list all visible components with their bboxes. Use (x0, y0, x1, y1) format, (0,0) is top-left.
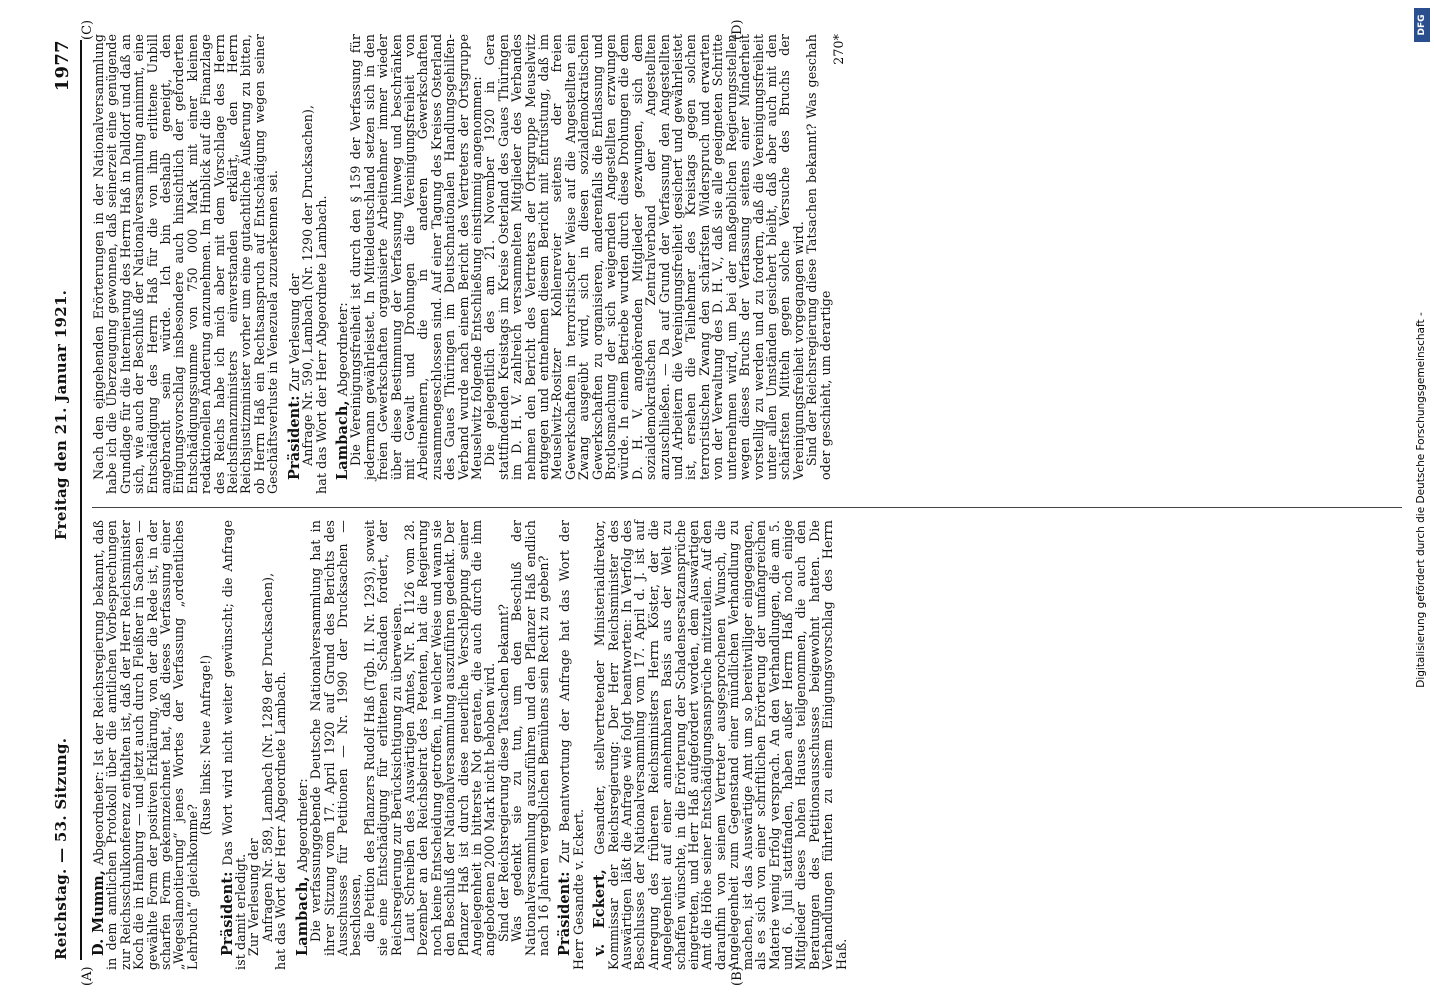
right-column (92, 34, 845, 494)
speaker-name: D. Mumm, (90, 869, 107, 956)
footnote-mark: 270* (830, 34, 846, 65)
paragraph-text: Die gelegentlich des am 21. November 1920 in Gera stattfindenden Kreistags im Kreise Osterland des Gaues Thüringen im D. H. V. zahlreich versammelten Mitglieder des Verbandes nehmen den Bericht des Vertreters der Ortsgruppe Meuselwitz entgegen und entnehmen diesem Bericht mit Entrüstung, daß im Meuselwitz-Rositzer Kohlenrevier seitens der freien Gewerkschaften in terroristischer Weise auf die Angestellten ein Zwang ausgeübt wird, sich in diesen sozialdemokratischen Gewerkschaften zu organisieren, anderenfalls die Entlassung und Brotlosmachung der sich weigernden Angestellten erzwungen würde. In einem Betriebe wurden durch diese Drohungen die dem D. H. V. angehörenden Mitglieder gezwungen, sich dem sozialdemokratischen Zentralverband der Angestellten anzuschließen. — Da auf Grund der Verfassung den Angestellten und Arbeitern die Vereinigungsfreiheit gesichert und gewährleistet ist, ersehen die Teilnehmer des Kreistags gegen solchen terroristischen Zwang den schärfsten Widerspruch und erwarten von der Verwaltung des D. H. V., daß sie alle geeigneten Schritte unternehmen wird, um bei der maßgeblichen Regierungsstellen wegen dieses Bruchs der Verfassung seitens einer Minderheit vorstellig zu werden und zu fordern, daß die Vereinigungsfreiheit unter allen Umständen gesichert bleibt, daß aber auch mit den schärfsten Mitteln gegen solche Versuche des Bruchs der Vereinigungsfreiheit vorgegangen wird. (482, 34, 806, 480)
margin-marker-b: (B) (730, 966, 745, 986)
header-rule (80, 40, 82, 960)
paragraph-text: Abgeordneter: (334, 302, 350, 401)
paragraph-text: Abgeordneter: (294, 778, 310, 877)
paragraph (593, 520, 848, 970)
margin-marker-c: (C) (80, 19, 95, 40)
speaker-name: Präsident: (556, 871, 574, 956)
paragraph (558, 520, 585, 970)
page-header (52, 40, 74, 960)
paragraph-text: Sind der Reichsregierung diese Tatsachen bekannt? (495, 603, 511, 942)
paragraph-text: Zur Beantwortung der Anfrage hat das Wort der Herr Gesandte v. Eckert. (557, 520, 586, 970)
paragraph-text: Gesandter, stellvertretender Ministerialdirektor, Kommissar der Reichsregierung: Der Herr Reichsminister des Auswärtigen läßt die Anfrage wie folgt beantworten: In Verfolg des Beschlusses der Nationalversammlung vom 17. April d. J. ist auf Anregung des früheren Reichsministers Herrn Köster, der die Angelegenheit auf einer annehmbaren Basis aus der Welt zu schaffen wünschte, in die Erörterung der Schadensersatzansprüche eingetreten, und Herr Haß aufgefordert worden, dem Auswärtigen Amt die Höhe seiner Entschädigungsansprüche mitzuteilen. Auf den daraufhin von seinem Vertreter ausgesprochenen Wunsch, die Angelegenheit zum Gegenstand einer mündlichen Verhandlung zu machen, ist das Auswärtige Amt um so bereitwilliger eingegangen, als es sich von einer schriftlichen Erörterung der umfangreichen Materie wenig Erfolg versprach. An den Verhandlungen, die am 5. und 6. Juli stattfanden, haben außer Herrn Haß noch einige Mitglieder dieses hohen Hauses teilgenommen, die auch den Beratungen des Petitionsausschusses beigewohnt hatten. Die Verhandlungen führten zu einem Einigungsvorschlag des Herrn Haß. (592, 520, 849, 970)
header-session: Reichstag. — 53. Sitzung. (52, 737, 70, 960)
speaker-name: v. Eckert, (591, 869, 609, 956)
margin-marker-a: (A) (80, 966, 95, 986)
paragraph (218, 520, 249, 970)
anfrage-reference: Anfragen Nr. 589, Lambach (Nr. 1289 der Drucksachen), (259, 572, 275, 942)
margin-marker-d: (D) (730, 19, 745, 40)
paragraph-text: Das Wort wird nicht weiter gewünscht; die Anfrage ist damit erledigt. (219, 520, 249, 970)
side-credit (1412, 8, 1430, 992)
paragraph (285, 34, 303, 494)
speaker-name: Lambach, (293, 876, 311, 956)
dfg-logo-text: DFG (1417, 14, 1427, 36)
paragraph-text: Abgeordneter: Ist der Reichsregierung bekannt, daß in dem amtlichen Protokoll über die amtlichen Vorbesprechungen zur Reichsschulkonferenz enthalten ist, daß der Herr Reichsminister Koch die in Hamburg — und jetzt auch durch Fleißner in Sachsen — gewählte Form der positiven Erklärung, von der die Rede ist, in der scharfen Form gekennzeichnet hat, daß dieses Verfassung einer „Wegeslamoitierung“ jenes Wortes der Verfassung „ordentliches Lehrbuch“ gleichkomme? (91, 519, 200, 970)
paragraph-text: die Petition des Pflanzers Rudolf Haß (Tgb. II. Nr. 1293), soweit sie eine Entschädigung für erlittenen Schaden fordert, der Reichsregierung zur Berücksichtigung zu überweisen. (361, 520, 404, 956)
paragraph (333, 34, 351, 494)
paragraph-text: hat das Wort der Herr Abgeordnete Lambach. (273, 671, 289, 970)
paragraph-text: Die verfassunggebende Deutsche Nationalversammlung hat in ihrer Sitzung vom 17. April 1920 auf Grund des Berichts des Ausschusses für Petitionen — Nr. 1990 der Drucksachen — beschlossen, (308, 520, 364, 956)
paragraph-text: Die Vereinigungsfreiheit ist durch den § 159 der Verfassung für jedermann gewährleistet. In Mitteldeutschland setzen sich in den freien Gewerkschaften organisierte Arbeitnehmer immer wieder über diese Bestimmung der Verfassung hinweg und beschränken mit Gewalt und Drohungen die Vereinigungsfreiheit von Arbeitnehmern, die in anderen Gewerkschaften zusammengeschlossen sind. Auf einer Tagung des Kreises Osterland des Gaues Thüringen im Deutschnationalen Handlungsgehilfen-Verband wurde nach einem Bericht des Vertreters der Ortsgruppe Meuselwitz folgende Entschließung einstimmig angenommen: (348, 34, 484, 480)
left-column (92, 520, 848, 970)
speaker-name: Präsident: (285, 395, 303, 480)
paragraph-text: Sind der Reichsregierung diese Tatsachen bekannt? Was geschah oder geschieht, um derartige (804, 34, 833, 480)
anfrage-reference: Anfrage Nr. 590, Lambach (Nr. 1290 der Drucksachen), (300, 104, 316, 466)
paragraph-text: Zur Verlesung der (246, 838, 262, 956)
speaker-name: Präsident: (218, 871, 236, 956)
paragraph-text: Zur Verlesung der (286, 273, 302, 396)
side-credit-text: Digitalisierung gefördert durch die Deutsche Forschungsgemeinschaft - (1415, 312, 1427, 688)
paragraph (293, 520, 311, 970)
page-number: 1977 (52, 40, 73, 92)
paragraph-text: Was gedenkt sie zu tun, um den Beschluß der Nationalversammlung auszuführen und den Pflanzer Haß endlich nach 16 Jahren vergeblichen Bemühens sein Recht zu geben? (509, 520, 551, 956)
paragraph (92, 520, 199, 970)
header-date: Freitag den 21. Januar 1921. (52, 289, 70, 540)
column-separator (92, 507, 1402, 508)
speaker-name: Lambach, (333, 400, 351, 480)
interjection: (Ruse links: Neue Anfrage!) (198, 654, 214, 836)
paragraph-text: hat das Wort der Herr Abgeordnete Lambach. (313, 195, 329, 494)
paragraph-text: Laut Schreiben des Auswärtigen Amtes, Nr. R. 1126 vom 28. Dezember an den Reichsbeirat des Petenten, hat die Regierung noch keine Entscheidung getroffen, in welcher Weise und wann sie den Beschluß der Nationalversammlung auszuführen gedenkt. Der Pflanzer Haß ist durch diese neuerliche Verschleppung seiner Angelegenheit in bitterste Not geraten, die auch durch die ihm angebotenen 2000 Mark nicht behoben wird. (401, 520, 498, 956)
paragraph-text: Nach den eingehenden Erörterungen in der Nationalversammlung habe ich die Überzeugung gewonnen, daß seinerzeit eine genügende Grundlage für die Internierung des Herrn Haß in Dalldorf und daß an sich, wie auch der Beschluß der Nationalversammlung annimmt, eine Entschädigung des Herrn Haß für die von ihm erlittene Unbill angebracht sein würde. Ich bin deshalb geneigt, den Einigungsvorschlag insbesondere auch hinsichtlich der geforderten Entschädigungssumme von 750 000 Mark mit einer kleinen redaktionellen Änderung anzunehmen. Im Hinblick auf die Finanzlage des Reichs habe ich mich aber mit dem Vorschlage des Herrn Reichsfinanzministers einverstanden erklärt, den Herrn Reichsjustizminister vorher um eine gutachtliche Äußerung zu bitten, ob Herrn Haß ein Rechtsanspruch auf Entschädigung wegen seiner Geschäftsverluste in Venezuela zuzuerkennen sei. (91, 34, 281, 494)
